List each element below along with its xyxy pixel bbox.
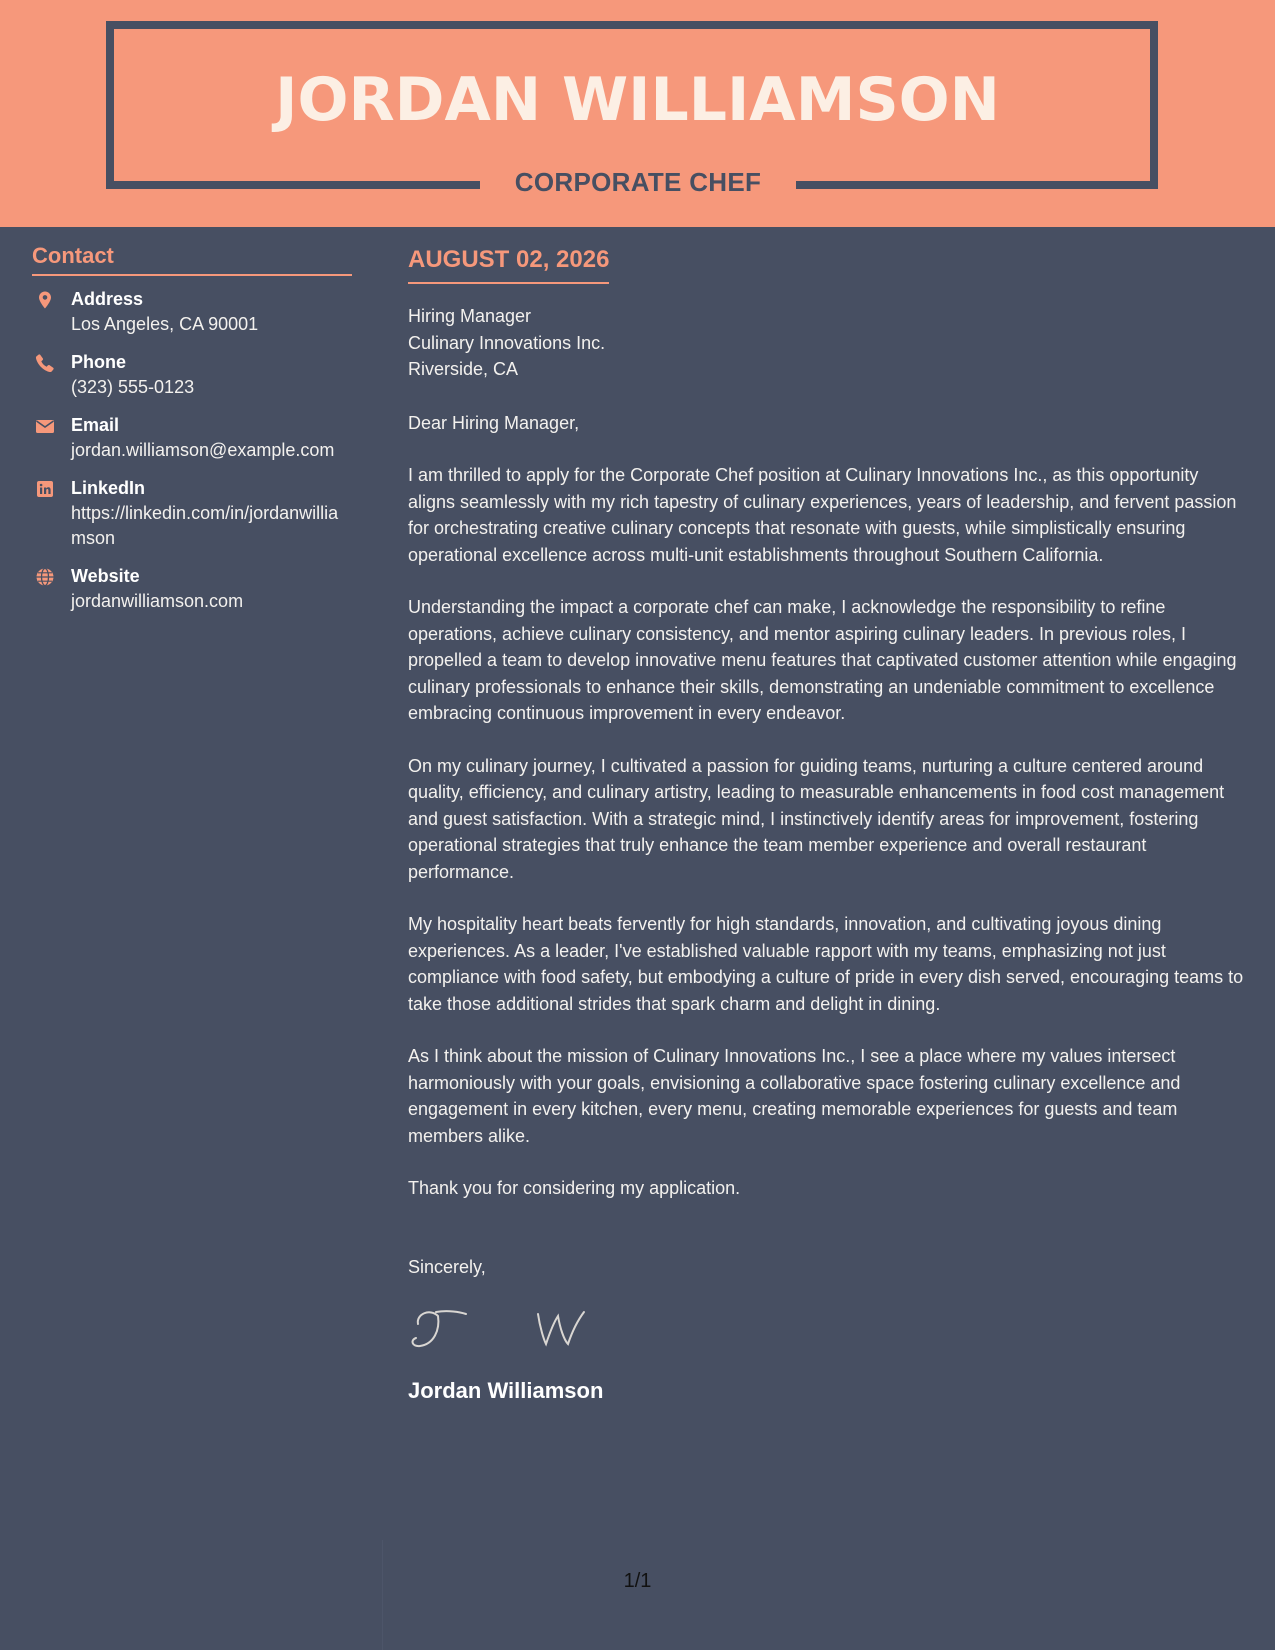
handwritten-signature bbox=[408, 1298, 1248, 1358]
recipient-company: Culinary Innovations Inc. bbox=[408, 332, 606, 353]
contact-value: Los Angeles, CA 90001 bbox=[71, 314, 259, 334]
letter-paragraph: On my culinary journey, I cultivated a passion for guiding teams, nurturing a culture centered around quality, efficiency, and culinary artistry, leading to measurable enhancements in food cost management and guest satisfaction. With a strategic mind, I instinctively identify areas for improvement, fostering operational strategies that truly enhance the team member experience and overall restaurant performance. bbox=[408, 755, 1225, 882]
envelope-icon bbox=[35, 416, 55, 436]
closing: Sincerely, bbox=[408, 1256, 486, 1277]
letter-paragraph: My hospitality heart beats fervently for high standards, innovation, and cultivating joyous dining experiences. As a leader, I've established valuable rapport with my teams, emphasizing not just compliance with food safety, but embodying a culture of pride in every dish served, encouraging teams to take those additional strides that spark charm and delight in dining. bbox=[408, 914, 1244, 1014]
recipient-title: Hiring Manager bbox=[408, 306, 532, 326]
contact-linkedin bbox=[32, 475, 352, 551]
contact-email bbox=[32, 412, 352, 463]
letter-paragraph: As I think about the mission of Culinary Innovations Inc., I see a place where my values intersect harmoniously with your goals, envisioning a collaborative space fostering culinary excellence and engagement in every kitchen, every menu, creating memorable experiences for guests and team members alike. bbox=[408, 1046, 1181, 1146]
contact-label: Phone bbox=[71, 352, 127, 372]
signed-name: Jordan Williamson bbox=[408, 1378, 604, 1403]
contact-label: Email bbox=[71, 415, 120, 435]
contact-heading: Contact bbox=[32, 240, 352, 276]
job-title: CORPORATE CHEF bbox=[514, 167, 762, 197]
map-pin-icon bbox=[35, 290, 55, 310]
salutation: Dear Hiring Manager, bbox=[408, 412, 580, 433]
contact-label: Address bbox=[71, 289, 144, 309]
letter-paragraph: Thank you for considering my application. bbox=[408, 1178, 741, 1198]
contact-label: Website bbox=[71, 566, 140, 586]
column-divider bbox=[382, 1540, 383, 1650]
letter-paragraph: Understanding the impact a corporate chef can make, I acknowledge the responsibility to refine operations, achieve culinary consistency, and mentor aspiring culinary leaders. In previous roles, I propelled a team to develop innovative menu features that captivated customer attention while engaging culinary professionals to enhance their skills, demonstrating an undeniable commitment to excellence embracing continuous improvement in every endeavor. bbox=[408, 597, 1237, 723]
contact-sidebar bbox=[32, 240, 352, 626]
job-title-wrapper bbox=[480, 160, 796, 204]
recipient-block bbox=[408, 303, 1248, 383]
letter-date: AUGUST 02, 2026 bbox=[408, 240, 609, 284]
signature-graphic bbox=[408, 1298, 688, 1358]
page-number: 1/1 bbox=[623, 1570, 652, 1592]
contact-website bbox=[32, 563, 352, 614]
phone-icon bbox=[35, 353, 55, 373]
recipient-location: Riverside, CA bbox=[408, 359, 519, 379]
globe-icon bbox=[35, 567, 55, 587]
contact-phone bbox=[32, 349, 352, 400]
contact-value: jordan.williamson@example.com bbox=[71, 440, 335, 460]
contact-value: (323) 555-0123 bbox=[71, 377, 195, 397]
letter-body bbox=[408, 240, 1248, 1406]
linkedin-icon bbox=[35, 479, 55, 499]
contact-value: jordanwilliamson.com bbox=[71, 591, 244, 611]
contact-label: LinkedIn bbox=[71, 478, 146, 498]
contact-value: https://linkedin.com/in/jordanwilliamson bbox=[71, 503, 339, 548]
letter-paragraph: I am thrilled to apply for the Corporate Chef position at Culinary Innovations Inc., as this opportunity aligns seamlessly with my rich tapestry of culinary experiences, years of leadership, and fervent passion for orchestrating creative culinary concepts that resonate with guests, while simplistically ensuring operational excellence across multi-unit establishments throughout Southern California. bbox=[408, 465, 1237, 565]
header-banner bbox=[0, 0, 1275, 227]
candidate-name: JORDAN WILLIAMSON bbox=[275, 65, 1000, 135]
contact-address bbox=[32, 286, 352, 337]
